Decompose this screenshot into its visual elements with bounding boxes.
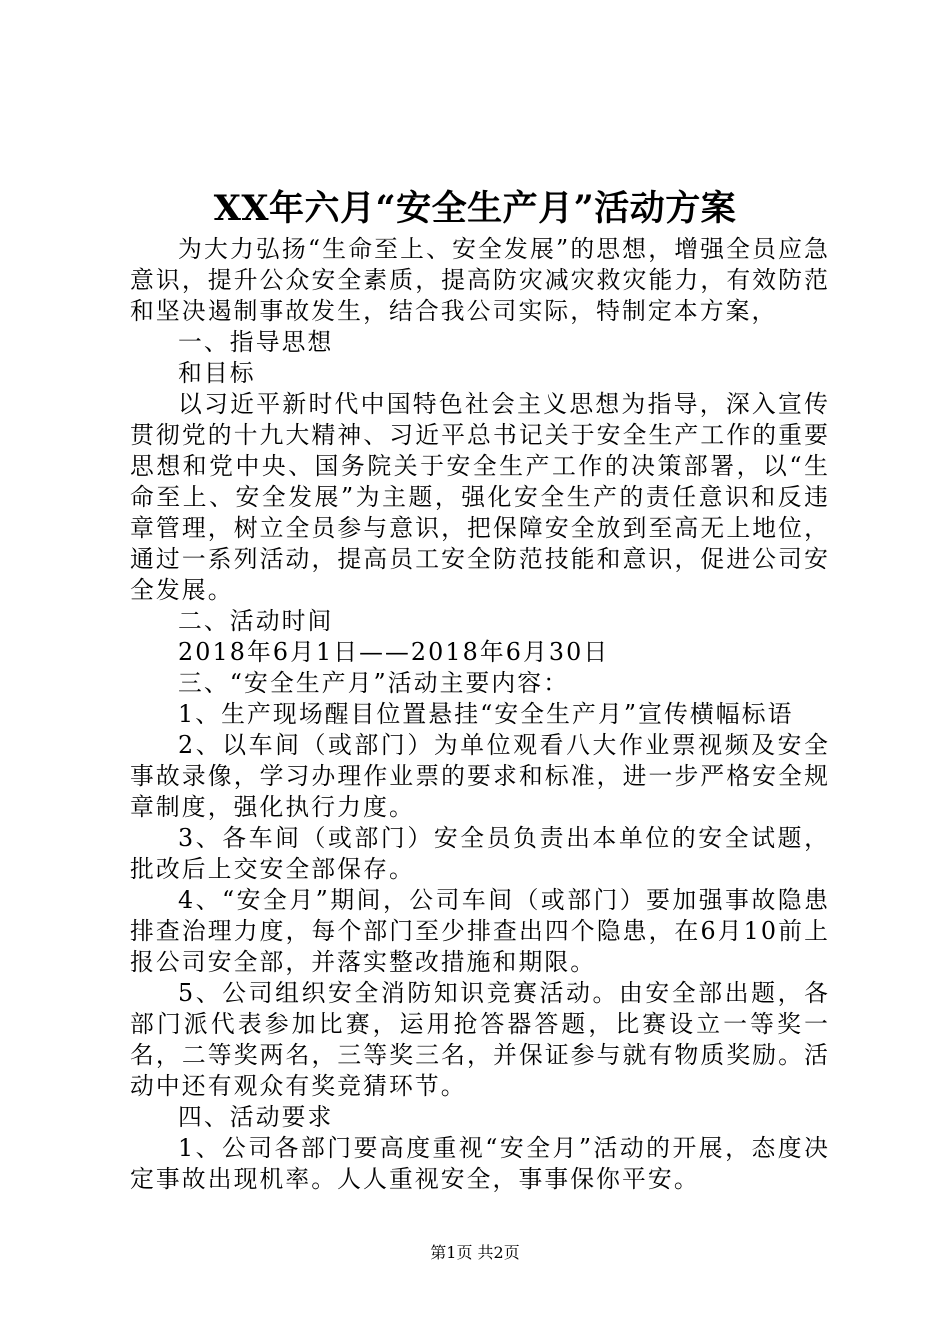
- section-heading-activity-time: 二、活动时间: [178, 607, 334, 635]
- guiding-thought-paragraph: 以习近平新时代中国特色社会主义思想为指导，深入宣传贯彻党的十九大精神、习近平总书记关于安全生产工作的重要思想和党中央、国务院关于安全生产工作的决策部署，以“生命至上、安全发展”为主题，强化安全生产的责任意识和反违章管理，树立全员参与意识，把保障安全放到至高无上地位，通过一系列活动，提高员工安全防范技能和意识，促进公司安全发展。: [130, 390, 830, 604]
- activity-time-range: 2018年6月1日——2018年6月30日: [178, 638, 610, 666]
- section-heading-requirements: 四、活动要求: [178, 1103, 334, 1131]
- section-heading-guiding-thought: 一、指导思想: [178, 328, 334, 356]
- document-title: XX年六月“安全生产月”活动方案: [213, 188, 737, 229]
- document-body: [130, 234, 830, 1195]
- intro-paragraph: 为大力弘扬“生命至上、安全发展”的思想，增强全员应急意识，提升公众安全素质，提高防灾减灾救灾能力，有效防范和坚决遏制事故发生，结合我公司实际，特制定本方案，: [130, 235, 830, 325]
- content-item-4: 4、“安全月”期间，公司车间（或部门）要加强事故隐患排查治理力度，每个部门至少排查出四个隐患，在6月10前上报公司安全部，并落实整改措施和期限。: [130, 886, 830, 976]
- content-item-3: 3、各车间（或部门）安全员负责出本单位的安全试题，批改后上交安全部保存。: [130, 824, 830, 883]
- page-number-footer: 第1页 共2页: [430, 1243, 520, 1262]
- section-heading-main-content: 三、“安全生产月”活动主要内容：: [178, 669, 570, 697]
- content-item-5: 5、公司组织安全消防知识竞赛活动。由安全部出题，各部门派代表参加比赛，运用抢答器答题，比赛设立一等奖一名，二等奖两名，三等奖三名，并保证参与就有物质奖励。活动中还有观众有奖竞猜环节。: [130, 979, 830, 1100]
- content-item-2: 2、以车间（或部门）为单位观看八大作业票视频及安全事故录像，学习办理作业票的要求和标准，进一步严格安全规章制度，强化执行力度。: [130, 731, 830, 821]
- content-item-1: 1、生产现场醒目位置悬挂“安全生产月”宣传横幅标语: [178, 700, 794, 728]
- requirement-item-1: 1、公司各部门要高度重视“安全月”活动的开展，态度决定事故出现机率。人人重视安全，事事保你平安。: [130, 1134, 830, 1193]
- section-heading-goals: 和目标: [178, 359, 256, 387]
